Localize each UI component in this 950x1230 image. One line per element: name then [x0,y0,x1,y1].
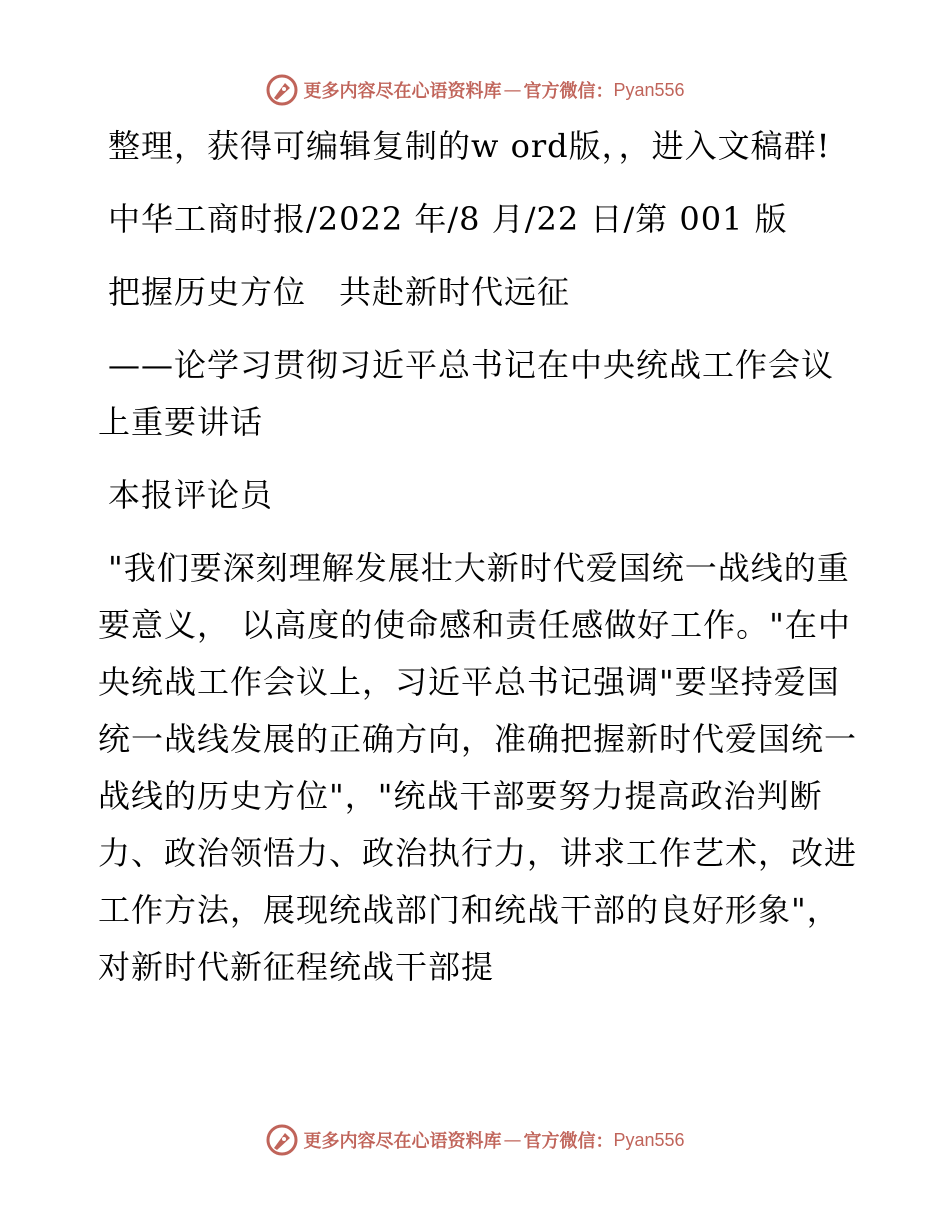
watermark-contact-id: Pyan556 [613,1129,685,1150]
source-line: 中华工商时报/2022 年/8 月/22 日/第 001 版 [108,200,788,238]
pen-nib-circle-icon [265,73,299,107]
article-body: "我们要深刻理解发展壮大新时代爱国统一战线的重要意义， 以高度的使命感和责任感做好工作。"在中央统战工作会议上，习近平总书记强调"要坚持爱国统一战线发展的正确方向，准确把握新时代爱国统一战线的历史方位"，"统战干部要努力提高政治判断力、政治领悟力、政治执行力，讲求工作艺术，改进工作方法，展现统战部门和统战干部的良好形象"，对新时代新征程统战干部提 [98,549,858,986]
intro-text: 整理，获得可编辑复制的w ord版，，进入文稿群! [108,127,831,165]
watermark-contact-label: 官方微信： [523,81,614,102]
watermark-header [0,72,950,108]
watermark-text: 更多内容尽在心语资料库 [303,81,502,102]
document-body [98,118,858,1012]
article-subtitle: ——论学习贯彻习近平总书记在中央统战工作会议上重要讲话 [98,346,835,441]
pen-nib-circle-icon [265,1123,299,1157]
watermark-dash: — [503,79,522,101]
watermark-contact-label: 官方微信： [523,1131,614,1152]
article-title: 把握历史方位 共赴新时代远征 [108,273,571,311]
watermark-text: 更多内容尽在心语资料库 [303,1131,502,1152]
watermark-dash: — [503,1129,522,1151]
watermark-contact-id: Pyan556 [613,79,685,100]
article-author: 本报评论员 [108,476,274,514]
watermark-footer [0,1122,950,1158]
